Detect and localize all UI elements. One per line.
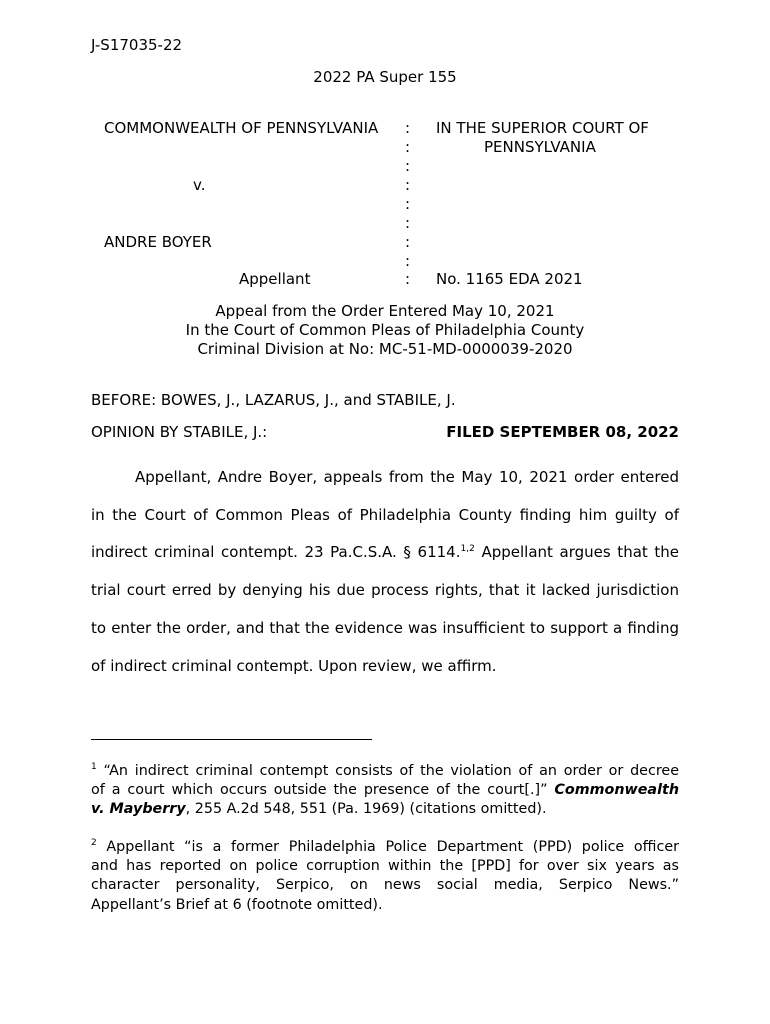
caption-versus: v. — [193, 176, 206, 194]
docket-no: No. 1165 EDA 2021 — [436, 270, 583, 288]
appeal-line-2: In the Court of Common Pleas of Philadelphia County — [185, 321, 585, 339]
body-line: trial court erred by denying his due process rights, that it lacked jurisdiction — [91, 581, 679, 600]
caption-role: Appellant — [239, 270, 311, 288]
caption-colon: : — [405, 233, 411, 251]
caption-colon: : — [405, 157, 411, 175]
caption-defendant: ANDRE BOYER — [104, 233, 212, 251]
body-line: indirect criminal contempt. 23 Pa.C.S.A. § 6114.$^{1,2}$ Appellant argues that the — [91, 543, 680, 562]
filed-date: FILED SEPTEMBER 08, 2022 — [446, 423, 679, 441]
docket-number: J-S17035-22 — [91, 36, 183, 54]
court-name-line2: PENNSYLVANIA — [484, 138, 596, 156]
caption-colon: : — [405, 138, 411, 156]
appeal-line-1: Appeal from the Order Entered May 10, 2021 — [215, 302, 555, 320]
body-line: Appellant, Andre Boyer, appeals from the May 10, 2021 order entered — [135, 468, 679, 486]
caption-colon: : — [405, 270, 411, 288]
caption-colon: : — [405, 195, 411, 213]
footnote-divider — [91, 739, 372, 740]
opinion-body — [91, 459, 679, 685]
caption-colon: : — [405, 214, 411, 232]
body-line: in the Court of Common Pleas of Philadelphia County finding him guilty of — [91, 505, 679, 524]
appeal-line-3: Criminal Division at No: MC-51-MD-0000039-2020 — [197, 340, 573, 358]
case-name: v. Mayberry — [91, 801, 186, 818]
caption-plaintiff: COMMONWEALTH OF PENNSYLVANIA — [104, 119, 379, 137]
footnote-1: $^1$ “An indirect criminal contempt consists of the violation of an order or decree of a court which occurs outside the presence of the court[.]” Commonwealth v. Mayberry, 255 A.2d 548, 551 (Pa. 1969) (citations omitted). — [91, 762, 679, 818]
caption-colon: : — [405, 176, 411, 194]
caption-colon: : — [405, 119, 411, 137]
caption-colon: : — [405, 252, 411, 270]
footnote-mark: 1 — [91, 762, 97, 773]
case-name: Commonwealth — [554, 782, 679, 799]
citation: 2022 PA Super 155 — [313, 68, 457, 86]
court-name-line1: IN THE SUPERIOR COURT OF — [436, 119, 649, 137]
footnote-2: $^2$ Appellant “is a former Philadelphia Police Department (PPD) police officer and has reported on police corruption within the [PPD] for over six years as character personality, Serpico, on news social media, Serpico News.” Appellant’s Brief at 6 (footnote omitted). — [91, 838, 679, 913]
body-line: to enter the order, and that the evidence was insufficient to support a finding — [91, 618, 679, 637]
opinion-by: OPINION BY STABILE, J.: — [91, 423, 268, 441]
footnote-mark: 2 — [91, 838, 97, 849]
body-line: of indirect criminal contempt. Upon review, we affirm. — [91, 656, 497, 675]
footnote-ref: 1,2 — [460, 544, 475, 555]
panel-before: BEFORE: BOWES, J., LAZARUS, J., and STABILE, J. — [91, 391, 456, 409]
